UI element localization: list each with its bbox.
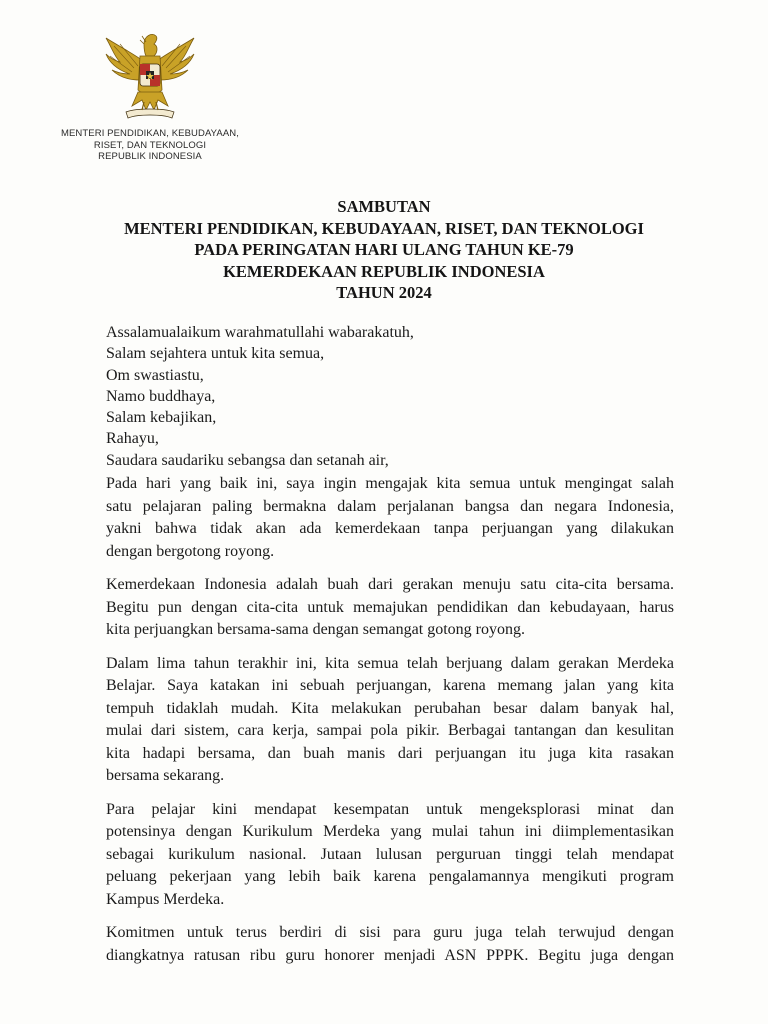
greeting-line: Assalamualaikum warahmatullahi wabarakatuh, (106, 324, 414, 341)
text-line: peluang pekerjaan yang lebih baik karena pengalamannya mengikuti program (106, 868, 674, 885)
paragraph (106, 653, 674, 788)
greeting-line: Rahayu, (106, 430, 159, 448)
text-line: tempuh tidaklah mudah. Kita melakukan perubahan besar dalam banyak hal, (106, 699, 674, 717)
paragraph (106, 922, 674, 967)
greetings (106, 322, 414, 450)
document-title (60, 196, 708, 304)
title-line: KEMERDEKAAN REPUBLIK INDONESIA (223, 261, 545, 281)
paragraph (106, 574, 674, 642)
body-text (106, 473, 674, 978)
text-line: Kemerdekaan Indonesia adalah buah dari gerakan menuju satu cita-cita bersama. (106, 576, 674, 593)
text-line: Belajar. Saya katakan ini sebuah perjuangan, karena memang jalan yang kita (106, 677, 674, 694)
greeting-line: Om swastiastu, (106, 366, 204, 384)
text-line: diangkatnya ratusan ribu guru honorer menjadi ASN PPPK. Begitu juga dengan (106, 946, 674, 964)
institution-line: RISET, DAN TEKNOLOGI (93, 139, 207, 151)
text-line: Komitmen untuk terus berdiri di sisi para guru juga telah terwujud dengan (106, 924, 674, 941)
text-line: dengan bergotong royong. (106, 542, 275, 560)
text-line: Pada hari yang baik ini, saya ingin mengajak kita semua untuk mengingat salah (106, 475, 674, 492)
institution-line: REPUBLIK INDONESIA (98, 151, 202, 162)
text-line: Para pelajar kini mendapat kesempatan untuk mengeksplorasi minat dan (106, 800, 674, 818)
text-line: Dalam lima tahun terakhir ini, kita semua telah berjuang dalam gerakan Merdeka (106, 654, 674, 672)
title-line: PADA PERINGATAN HARI ULANG TAHUN KE-79 (194, 240, 574, 259)
text-line: yakni bahwa tidak akan ada kemerdekaan tanpa perjuangan yang dilakukan (106, 520, 674, 537)
garuda-emblem-icon (100, 26, 200, 126)
paragraph (106, 799, 674, 912)
greeting-line: Salam kebajikan, (106, 409, 217, 427)
text-line: Kampus Merdeka. (106, 890, 225, 908)
text-line: satu pelajaran paling bermakna dalam perjalanan bangsa dan negara Indonesia, (106, 497, 674, 515)
text-line: bersama sekarang. (106, 767, 225, 784)
text-line: kita hadapi bersama, dan buah manis dari perjuangan itu juga kita rasakan (106, 744, 674, 762)
institution-name (40, 128, 260, 163)
text-line: Begitu pun dengan cita-cita untuk memajukan pendidikan dan kebudayaan, harus (106, 598, 674, 616)
title-line: SAMBUTAN (337, 197, 431, 216)
greeting-line: Namo buddhaya, (106, 387, 216, 405)
greeting-line: Salam sejahtera untuk kita semua, (106, 345, 325, 363)
text-line: kita perjuangkan bersama-sama dengan semangat gotong royong. (106, 621, 525, 638)
salutation: Saudara saudariku sebangsa dan setanah air, (106, 452, 389, 469)
paragraph (106, 473, 674, 563)
title-line: TAHUN 2024 (336, 283, 432, 302)
institution-line: MENTERI PENDIDIKAN, KEBUDAYAAN, (60, 128, 239, 139)
title-line: MENTERI PENDIDIKAN, KEBUDAYAAN, RISET, DAN TEKNOLOGI (124, 218, 644, 238)
text-line: sebagai kurikulum nasional. Jutaan lulusan perguruan tinggi telah mendapat (106, 845, 674, 863)
text-line: mulai dari sistem, cara kerja, sampai pola pikir. Berbagai tantangan dan kesulitan (106, 722, 674, 739)
text-line: potensinya dengan Kurikulum Merdeka yang mulai tahun ini diimplementasikan (106, 823, 674, 840)
